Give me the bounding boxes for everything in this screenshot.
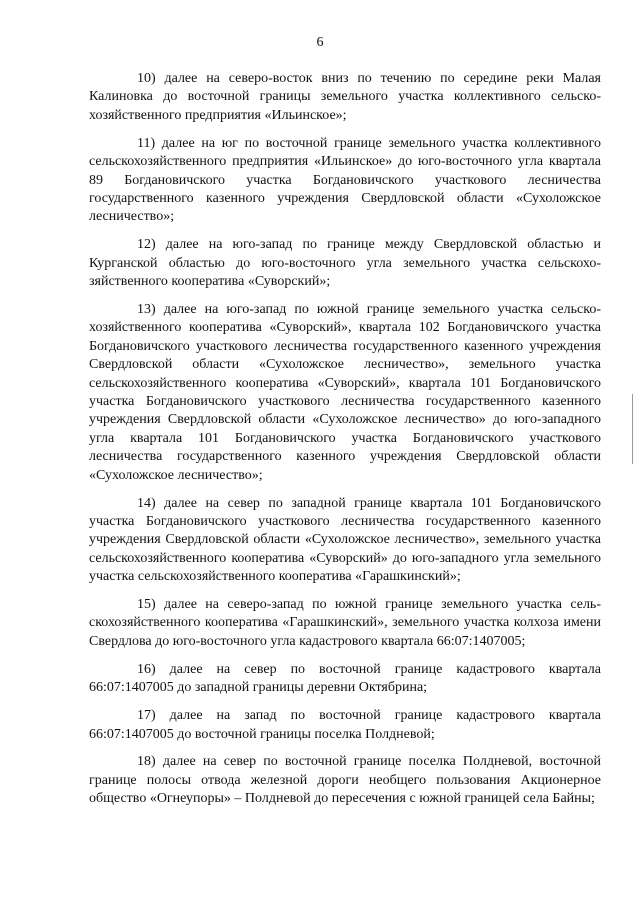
paragraph-14: 14) далее на север по западной границе квартала 101 Богдановичского участка Богдановичского участкового лесничества государственного казенного учреждения Свердловской области «Сухоложское лесничество», земельного участка сельскохозяйственного кооператива «Суворский» до юго-западного угла земельного участка сельскохозяйственного кооператива «Гарашкинский»; [89,495,601,585]
paragraph-11: 11) далее на юг по восточной границе земельного участка коллективного сельскохозяйственного предприятия «Ильинское» до юго-восточного угла квартала 89 Богдановичского участка Богдановичского участкового лесничества государственного казенного учреждения Свердловской области «Сухоложское лесничество»; [89,135,601,225]
paragraph-13: 13) далее на юго-запад по южной границе земельного участка сельскохозяйственного кооператива «Суворский», квартала 102 Богдановичского участка Богдановичского участкового лесничества государственного казенного учреждения Свердловской области «Сухоложское лесничество», земельного участка сельскохозяйственного кооператива «Суворский», квартала 101 Богдановичского участка Богдановичского участкового лесничества государственного казенного учреждения Свердловской области «Сухоложское лесничество» до юго-западного угла квартала 101 Богдановичского участка Богдановичского участкового лесничества государственного казенного учреждения Свердловской области «Сухоложское лесничество»; [89,301,601,483]
paragraph-17: 17) далее на запад по восточной границе кадастрового квартала 66:07:1407005 до восточной границы поселка Полдневой; [89,708,601,742]
paragraph-12: 12) далее на юго-запад по границе между Свердловской областью и Курганской областью до юго-восточного угла земельного участка сельскохозяйственного кооператива «Суворский»; [89,237,601,290]
page-number: 6 [316,35,324,50]
paragraph-15: 15) далее на северо-запад по южной границе земельного участка сельскохозяйственного кооператива «Гарашкинский», земельного участка колхоза имени Свердлова до юго-восточного угла кадастрового квартала 66:07:1407005; [89,597,601,649]
paragraph-16: 16) далее на север по восточной границе кадастрового квартала 66:07:1407005 до западной границы деревни Октябрина; [89,661,601,696]
document-body [89,70,601,818]
scan-margin-mark [632,394,633,464]
paragraph-10: 10) далее на северо-восток вниз по течению по середине реки Малая Калиновка до восточной границы земельного участка коллективного сельскохозяйственного предприятия «Ильинское»; [89,71,601,123]
paragraph-18: 18) далее на север по восточной границе поселка Полдневой, восточной границе полосы отвода железной дороги необщего пользования Акционерное общество «Огнеупоры» – Полдневой до пересечения с южной границей села Байны; [89,754,601,807]
